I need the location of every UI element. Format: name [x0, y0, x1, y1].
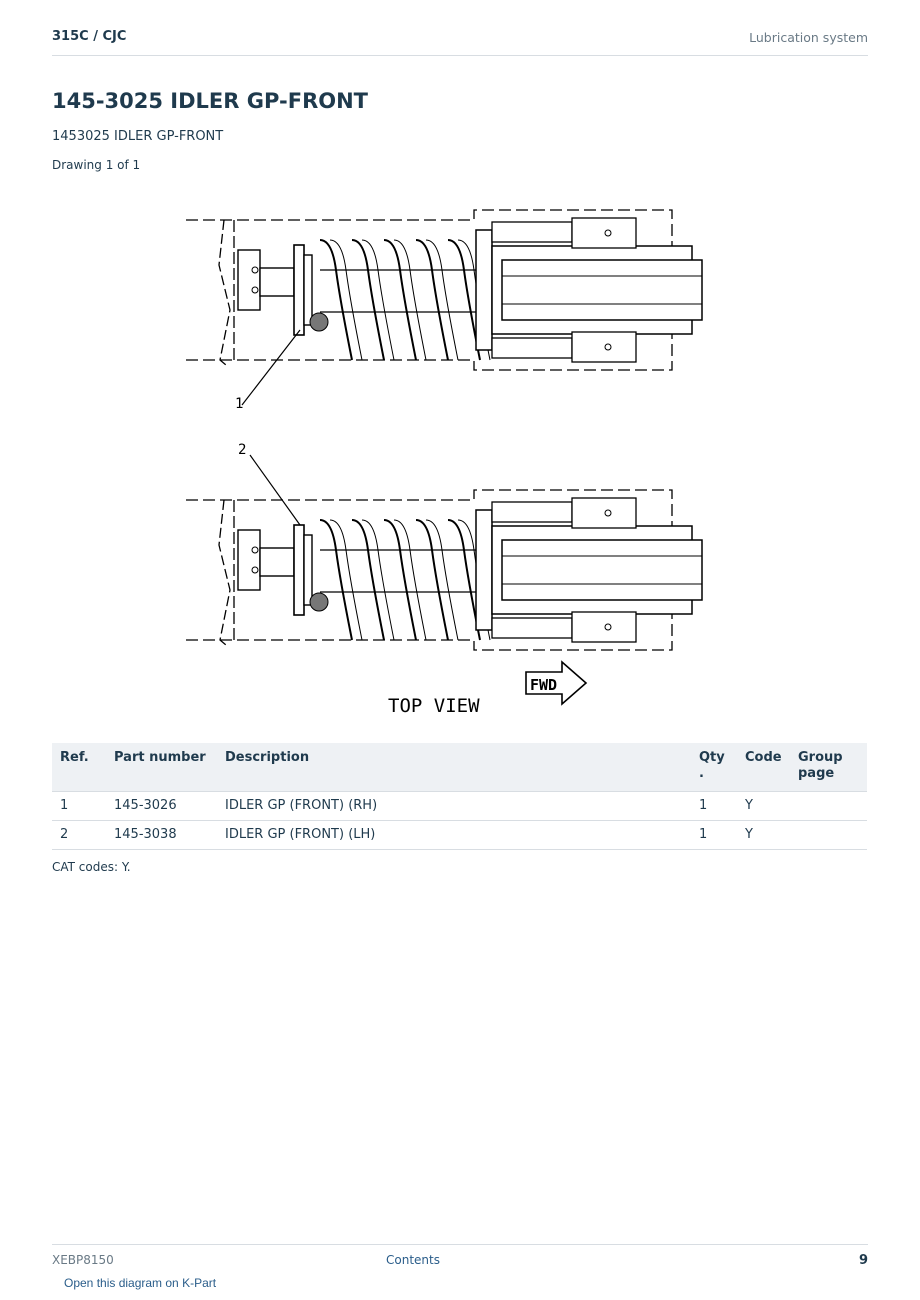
cell-ref: 2	[52, 821, 106, 850]
open-kpart-link[interactable]: Open this diagram on K-Part	[64, 1276, 217, 1290]
callout-2: 2	[238, 442, 247, 458]
cell-ref: 1	[52, 792, 106, 821]
contents-link[interactable]: Contents	[386, 1253, 440, 1267]
col-ref: Ref.	[52, 743, 106, 792]
parts-table	[52, 743, 867, 850]
part-subtitle: 1453025 IDLER GP-FRONT	[52, 129, 224, 144]
view-label: TOP VIEW	[388, 695, 480, 717]
cell-group-page	[790, 821, 867, 850]
table-row	[52, 792, 867, 821]
cell-code: Y	[737, 792, 790, 821]
cat-codes-note: CAT codes: Y.	[52, 860, 131, 874]
section-label: Lubrication system	[749, 30, 868, 45]
drawing-label: Drawing 1 of 1	[52, 158, 141, 172]
cell-group-page	[790, 792, 867, 821]
table-row	[52, 821, 867, 850]
forward-label: FWD	[530, 676, 558, 694]
table-header-row	[52, 743, 867, 792]
page-title: 145-3025 IDLER GP-FRONT	[52, 89, 369, 113]
col-description: Description	[217, 743, 691, 792]
cell-qty: 1	[691, 792, 737, 821]
page-footer	[52, 1244, 868, 1275]
cell-qty: 1	[691, 821, 737, 850]
cell-code: Y	[737, 821, 790, 850]
col-code: Code	[737, 743, 790, 792]
callout-1: 1	[235, 396, 244, 412]
idler-diagram	[180, 180, 740, 725]
col-part-number: Part number	[106, 743, 217, 792]
model-label: 315C / CJC	[52, 29, 127, 44]
col-qty: Qty .	[691, 743, 737, 792]
page-header	[52, 27, 868, 56]
col-group-page: Group page	[790, 743, 867, 792]
cell-part-number: 145-3026	[106, 792, 217, 821]
cell-description: IDLER GP (FRONT) (LH)	[217, 821, 691, 850]
cell-description: IDLER GP (FRONT) (RH)	[217, 792, 691, 821]
page-number: 9	[858, 1253, 868, 1268]
cell-part-number: 145-3038	[106, 821, 217, 850]
document-id: XEBP8150	[52, 1253, 114, 1267]
